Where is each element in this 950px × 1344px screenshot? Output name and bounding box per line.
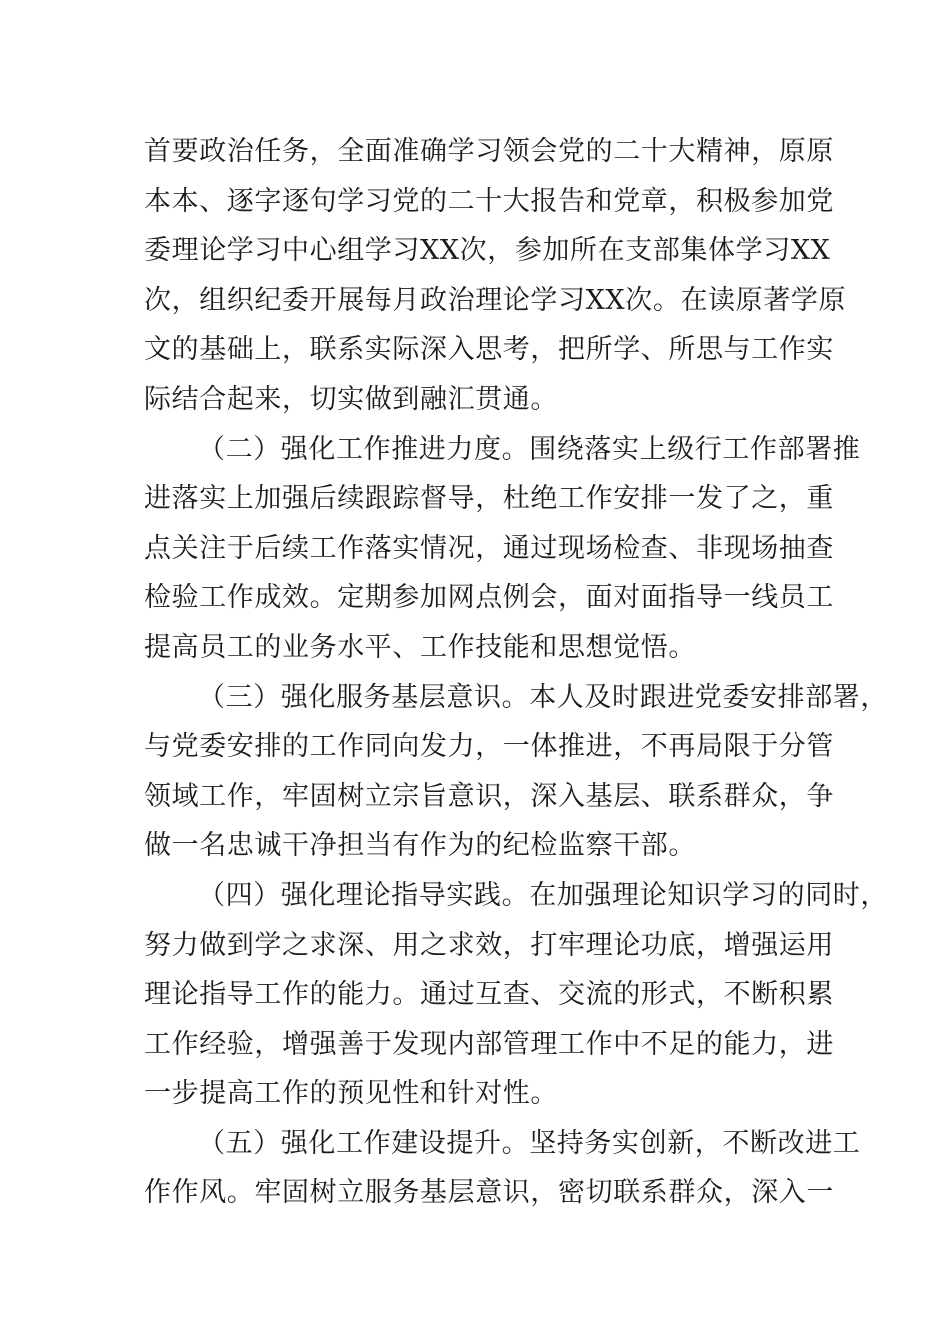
text-line: 与党委安排的工作同向发力，一体推进，不再局限于分管 [144, 731, 834, 763]
document-body [144, 127, 888, 1218]
text-line: 领域工作，牢固树立宗旨意识，深入基层、联系群众，争 [144, 780, 834, 812]
text-line: 一步提高工作的预见性和针对性。 [144, 1078, 558, 1110]
text-line: 首要政治任务，全面准确学习领会党的二十大精神，原原 [144, 136, 834, 167]
text-line: 检验工作成效。定期参加网点例会，面对面指导一线员工 [144, 582, 834, 614]
text-line: 委理论学习中心组学习XX次，参加所在支部集体学习XX [144, 235, 831, 267]
paragraph-start-line: （三）强化服务基层意识。本人及时跟进党委安排部署， [198, 681, 888, 713]
paragraph-start-line: （五）强化工作建设提升。坚持务实创新，不断改进工 [198, 1127, 861, 1159]
text-line: 努力做到学之求深、用之求效，打牢理论功底，增强运用 [144, 929, 834, 961]
text-line: 文的基础上，联系实际深入思考，把所学、所思与工作实 [144, 334, 834, 366]
text-line: 理论指导工作的能力。通过互查、交流的形式，不断积累 [144, 979, 834, 1011]
paragraph-start-line: （四）强化理论指导实践。在加强理论知识学习的同时， [198, 879, 888, 911]
text-line: 次，组织纪委开展每月政治理论学习XX次。在读原著学原 [144, 284, 847, 316]
text-line: 作作风。牢固树立服务基层意识，密切联系群众，深入一 [144, 1177, 834, 1209]
text-line: 际结合起来，切实做到融汇贯通。 [144, 383, 558, 415]
text-line: 进落实上加强后续跟踪督导，杜绝工作安排一发了之，重 [144, 483, 834, 515]
text-line: 本本、逐字逐句学习党的二十大报告和党章，积极参加党 [144, 185, 834, 217]
text-line: 工作经验，增强善于发现内部管理工作中不足的能力，进 [144, 1028, 834, 1060]
text-line: 做一名忠诚干净担当有作为的纪检监察干部。 [144, 830, 696, 862]
text-line: 点关注于后续工作落实情况，通过现场检查、非现场抽查 [144, 532, 834, 564]
text-line: 提高员工的业务水平、工作技能和思想觉悟。 [144, 631, 696, 663]
paragraph-start-line: （二）强化工作推进力度。围绕落实上级行工作部署推 [198, 433, 861, 465]
